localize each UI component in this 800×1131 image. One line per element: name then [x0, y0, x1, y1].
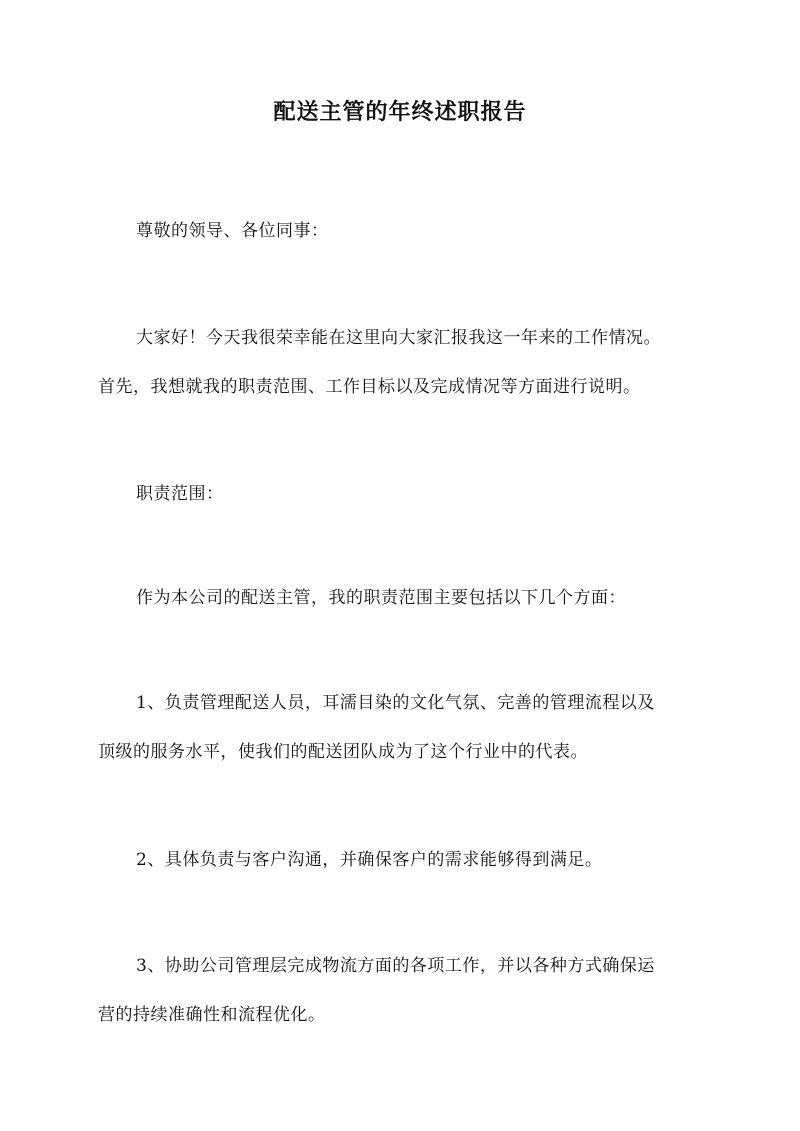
document-title: 配送主管的年终述职报告 — [273, 99, 527, 125]
intro-line-1: 大家好！今天我很荣幸能在这里向大家汇报我这一年来的工作情况。 — [136, 328, 661, 348]
list-item-2 — [136, 836, 696, 885]
section-lead — [136, 574, 696, 623]
intro-paragraph — [98, 314, 696, 412]
salutation-text: 尊敬的领导、各位同事： — [136, 221, 329, 241]
list-item-1-line-2: 顶级的服务水平，使我们的配送团队成为了这个行业中的代表。 — [98, 742, 588, 762]
list-item-3-line-1: 3、协助公司管理层完成物流方面的各项工作，并以各种方式确保运 — [136, 956, 655, 976]
list-item-2-line-1: 2、具体负责与客户沟通，并确保客户的需求能够得到满足。 — [136, 850, 603, 870]
section-heading-text: 职责范围： — [136, 484, 224, 504]
intro-line-2: 首先，我想就我的职责范围、工作目标以及完成情况等方面进行说明。 — [98, 377, 641, 397]
list-item-1 — [98, 679, 696, 777]
list-item-1-line-1: 1、负责管理配送人员，耳濡目染的文化气氛、完善的管理流程以及 — [136, 693, 655, 713]
section-lead-text: 作为本公司的配送主管，我的职责范围主要包括以下几个方面： — [136, 588, 626, 608]
list-item-3-line-2: 营的持续准确性和流程优化。 — [98, 1005, 326, 1025]
salutation — [136, 207, 696, 256]
list-item-3 — [98, 942, 696, 1040]
section-heading — [136, 470, 696, 519]
